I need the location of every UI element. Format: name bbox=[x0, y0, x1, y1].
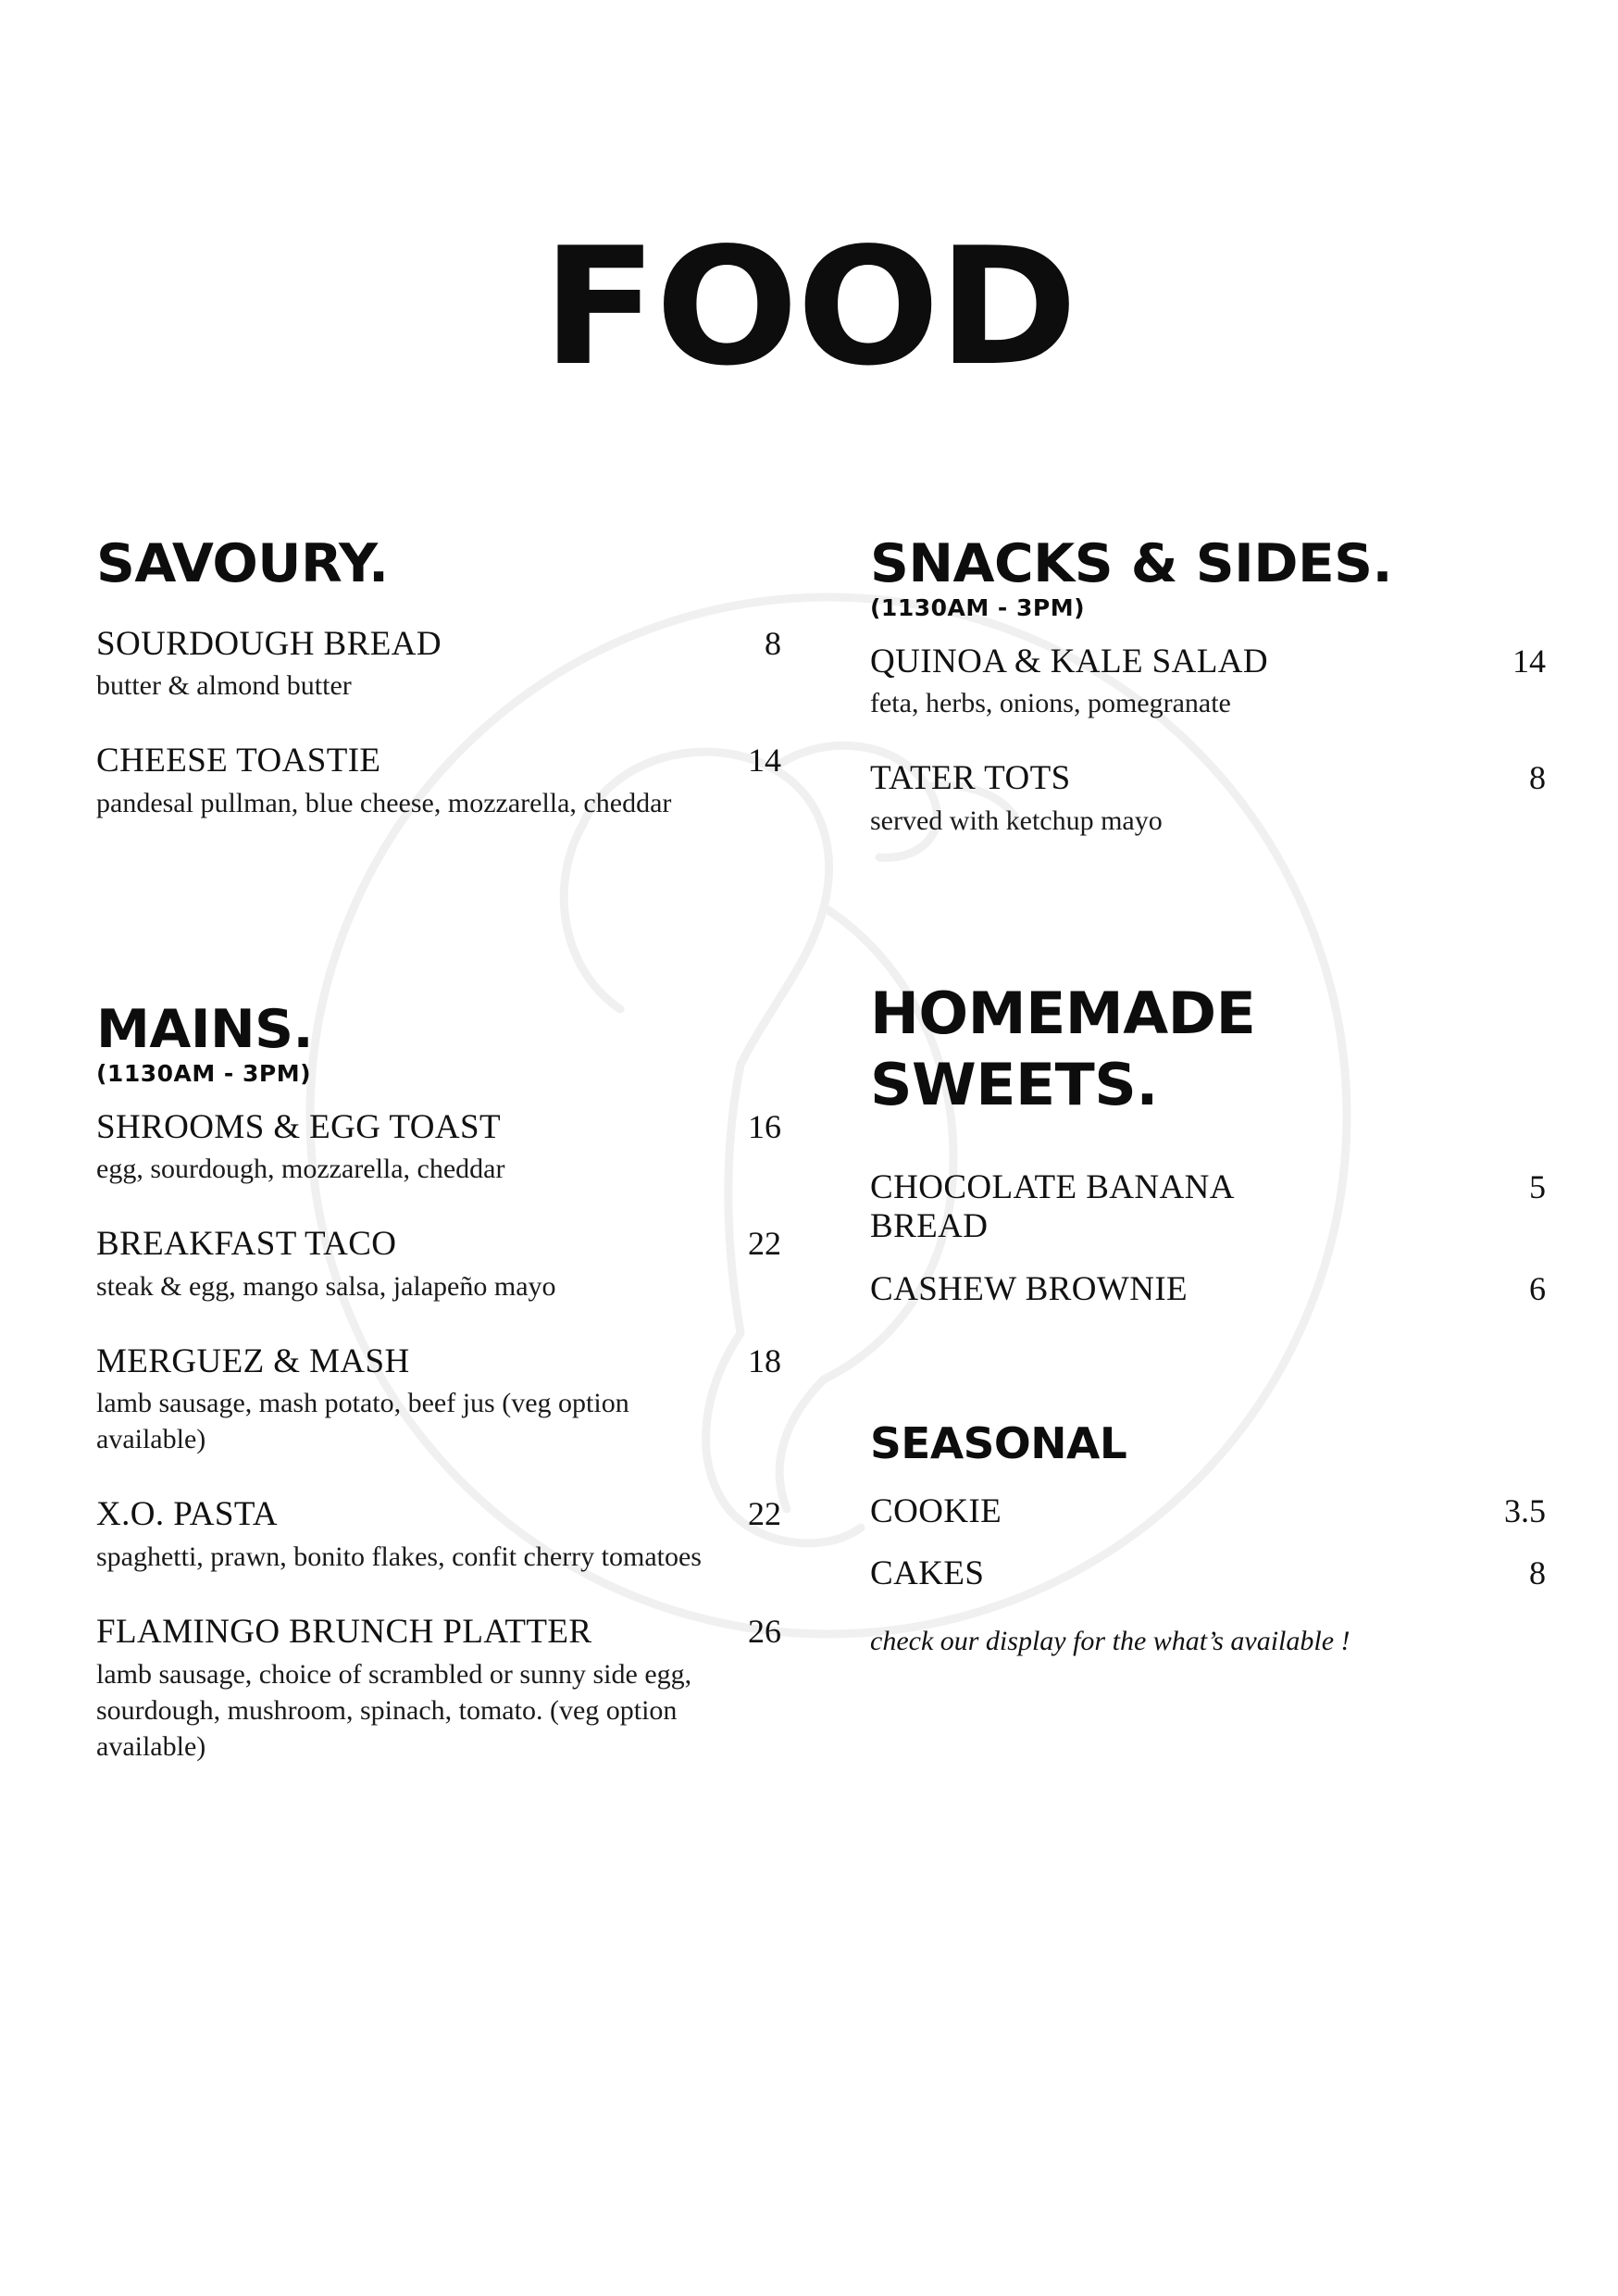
item-name: MERGUEZ & MASH bbox=[96, 1341, 410, 1380]
item-description: spaghetti, prawn, bonito flakes, confit cherry tomatoes bbox=[96, 1541, 702, 1572]
item-name: QUINOA & KALE SALAD bbox=[870, 642, 1268, 680]
item-price: 22 bbox=[748, 1225, 781, 1263]
item-price: 14 bbox=[748, 742, 781, 780]
item-price: 3.5 bbox=[1504, 1491, 1546, 1529]
menu-item bbox=[96, 1341, 781, 1458]
item-description: steak & egg, mango salsa, jalapeño mayo bbox=[96, 1270, 556, 1302]
section-title-seasonal: SEASONAL bbox=[870, 1417, 1127, 1468]
mains-items bbox=[96, 1107, 781, 1765]
item-price: 5 bbox=[1529, 1167, 1546, 1205]
item-name: SHROOMS & EGG TOAST bbox=[96, 1107, 501, 1146]
item-description: feta, herbs, onions, pomegranate bbox=[870, 688, 1231, 719]
menu-item bbox=[870, 1491, 1546, 1532]
menu-item bbox=[96, 1107, 781, 1188]
item-name: FLAMINGO BRUNCH PLATTER bbox=[96, 1612, 592, 1651]
seasonal-note: check our display for the what’s available ! bbox=[870, 1625, 1350, 1656]
section-seasonal bbox=[870, 1417, 1546, 1657]
item-price: 6 bbox=[1529, 1270, 1546, 1308]
item-description: pandesal pullman, blue cheese, mozzarella, cheddar bbox=[96, 787, 672, 818]
right-column bbox=[870, 533, 1546, 1657]
sweets-items bbox=[870, 1167, 1546, 1310]
section-title-savoury: SAVOURY. bbox=[96, 533, 389, 594]
item-price: 18 bbox=[748, 1341, 781, 1379]
item-price: 26 bbox=[748, 1612, 781, 1650]
item-name: X.O. PASTA bbox=[96, 1495, 279, 1534]
item-price: 22 bbox=[748, 1495, 781, 1533]
menu-item bbox=[96, 1224, 781, 1304]
item-price: 8 bbox=[1529, 759, 1546, 797]
item-description: served with ketchup mayo bbox=[870, 805, 1163, 836]
item-name: CAKES bbox=[870, 1554, 985, 1593]
section-subtitle-snacks: (1130AM - 3PM) bbox=[870, 593, 1086, 621]
section-spacer bbox=[870, 839, 1546, 978]
item-description: egg, sourdough, mozzarella, cheddar bbox=[96, 1154, 505, 1185]
menu-item bbox=[96, 624, 781, 705]
menu-item bbox=[870, 642, 1546, 722]
item-name: BREAKFAST TACO bbox=[96, 1225, 397, 1264]
section-subtitle-mains: (1130AM - 3PM) bbox=[96, 1059, 312, 1087]
snacks-items bbox=[870, 642, 1546, 839]
item-description: lamb sausage, mash potato, beef jus (veg option available) bbox=[96, 1388, 629, 1455]
section-mains bbox=[96, 998, 781, 1765]
menu-item bbox=[96, 741, 781, 821]
item-name: COOKIE bbox=[870, 1491, 1002, 1530]
menu-item bbox=[870, 1269, 1546, 1310]
item-name: CHOCOLATE BANANA BREAD bbox=[870, 1167, 1233, 1246]
section-snacks bbox=[870, 533, 1546, 839]
item-price: 8 bbox=[765, 624, 781, 662]
item-price: 8 bbox=[1529, 1554, 1546, 1592]
section-savoury bbox=[96, 533, 781, 821]
section-sweets bbox=[870, 978, 1546, 1310]
menu-item bbox=[96, 1494, 781, 1575]
left-column bbox=[96, 533, 781, 1765]
menu-item bbox=[96, 1612, 781, 1765]
item-name: CHEESE TOASTIE bbox=[96, 742, 381, 780]
seasonal-items bbox=[870, 1491, 1546, 1594]
section-spacer bbox=[870, 1332, 1546, 1421]
section-title-snacks: SNACKS & SIDES. bbox=[870, 533, 1393, 594]
item-description: butter & almond butter bbox=[96, 670, 352, 702]
item-price: 16 bbox=[748, 1107, 781, 1145]
item-name: TATER TOTS bbox=[870, 759, 1071, 798]
menu-item bbox=[870, 1167, 1546, 1247]
menu-item bbox=[870, 758, 1546, 839]
section-title-sweets: HOMEMADE SWEETS. bbox=[870, 979, 1256, 1119]
menu-item bbox=[870, 1554, 1546, 1594]
section-title-mains: MAINS. bbox=[96, 998, 314, 1060]
section-spacer bbox=[96, 821, 781, 1003]
page-title: FOOD bbox=[541, 214, 1077, 402]
item-name: CASHEW BROWNIE bbox=[870, 1270, 1189, 1309]
savoury-items bbox=[96, 624, 781, 821]
item-description: lamb sausage, choice of scrambled or sunny side egg, sourdough, mushroom, spinach, tomato. (veg option available) bbox=[96, 1658, 692, 1762]
item-price: 14 bbox=[1512, 642, 1546, 680]
item-name: SOURDOUGH BREAD bbox=[96, 624, 442, 663]
